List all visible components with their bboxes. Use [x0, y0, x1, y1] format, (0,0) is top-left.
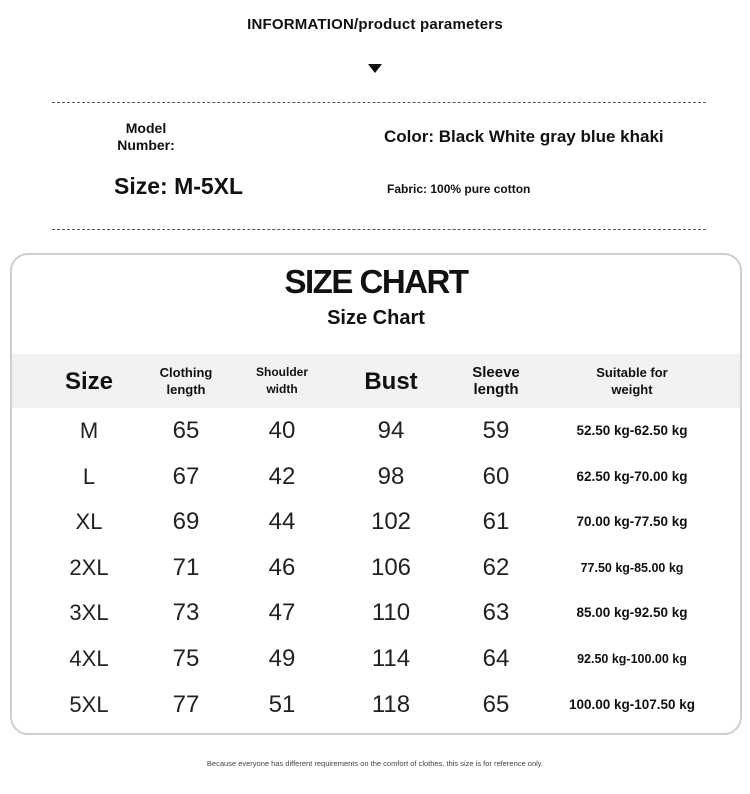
- cell-sleeve: 61: [482, 508, 510, 536]
- cell-weight: 62.50 kg-70.00 kg: [576, 468, 688, 484]
- cell-sleeve: 65: [482, 690, 510, 718]
- cell-sleeve: 63: [482, 599, 510, 627]
- col-header-sleeve-length: Sleeve length: [472, 364, 520, 398]
- cell-shoulder: 44: [268, 508, 296, 536]
- cell-weight: 100.00 kg-107.50 kg: [568, 696, 696, 712]
- size-range: Size: M-5XL: [114, 173, 244, 199]
- cell-size: L: [82, 463, 96, 489]
- cell-weight: 85.00 kg-92.50 kg: [576, 605, 688, 621]
- cell-sleeve: 64: [482, 645, 510, 672]
- cell-shoulder: 46: [268, 553, 296, 581]
- cell-bust: 102: [370, 508, 412, 536]
- cell-length: 71: [172, 553, 200, 581]
- cell-shoulder: 47: [268, 599, 296, 627]
- header-title-bold: INFORMATION: [247, 16, 355, 33]
- cell-bust: 118: [371, 690, 411, 718]
- down-arrow-icon: [368, 64, 382, 73]
- model-number-label: Model Number:: [117, 120, 175, 153]
- size-chart-card: [10, 253, 742, 735]
- cell-size: 5XL: [69, 691, 109, 717]
- col-header-bust: Bust: [364, 367, 418, 395]
- color-info: Color: Black White gray blue khaki: [384, 127, 664, 146]
- cell-size: M: [79, 418, 99, 443]
- cell-sleeve: 59: [482, 417, 510, 444]
- cell-length: 69: [172, 508, 200, 536]
- table-row: [12, 454, 740, 500]
- footnote: Because everyone has different requirements on the comfort of clothes, this size is for reference only.: [206, 759, 544, 768]
- divider-bottom: [52, 229, 706, 230]
- cell-size: 2XL: [69, 554, 109, 580]
- table-row: [12, 545, 740, 591]
- cell-bust: 106: [370, 553, 412, 581]
- chart-title: SIZE CHART: [284, 263, 468, 300]
- cell-size: XL: [75, 509, 103, 535]
- cell-shoulder: 51: [268, 690, 296, 718]
- cell-bust: 98: [377, 462, 405, 490]
- table-row: [12, 682, 740, 728]
- header-title-rest: /product parameters: [354, 16, 503, 33]
- cell-length: 65: [172, 417, 200, 444]
- cell-weight: 70.00 kg-77.50 kg: [576, 514, 688, 530]
- table-row: [12, 499, 740, 545]
- cell-shoulder: 49: [268, 645, 296, 672]
- header-title: [0, 16, 750, 33]
- col-header-size: Size: [64, 367, 114, 395]
- cell-bust: 114: [371, 645, 411, 672]
- table-row: [12, 590, 740, 636]
- chart-subtitle: Size Chart: [327, 307, 425, 329]
- cell-bust: 110: [371, 599, 411, 627]
- col-header-clothing-length: Clothing length: [159, 365, 213, 397]
- table-row: [12, 408, 740, 454]
- cell-sleeve: 62: [482, 553, 510, 581]
- cell-length: 75: [172, 645, 200, 672]
- cell-length: 73: [172, 599, 200, 627]
- cell-size: 4XL: [69, 646, 109, 671]
- cell-sleeve: 60: [482, 462, 510, 490]
- cell-length: 67: [172, 462, 200, 490]
- table-header: [12, 354, 740, 408]
- divider-top: [52, 102, 706, 103]
- cell-weight: 77.50 kg-85.00 kg: [580, 560, 684, 575]
- cell-size: 3XL: [69, 600, 109, 626]
- cell-length: 77: [172, 690, 200, 718]
- cell-weight: 92.50 kg-100.00 kg: [577, 652, 687, 666]
- cell-shoulder: 40: [268, 417, 296, 444]
- col-header-shoulder-width: Shoulder width: [255, 365, 308, 396]
- col-header-weight: Suitable for weight: [596, 365, 668, 397]
- cell-weight: 52.50 kg-62.50 kg: [576, 423, 688, 438]
- cell-bust: 94: [377, 417, 405, 444]
- table-row: [12, 636, 740, 682]
- fabric-info: Fabric: 100% pure cotton: [387, 182, 531, 196]
- cell-shoulder: 42: [268, 462, 296, 490]
